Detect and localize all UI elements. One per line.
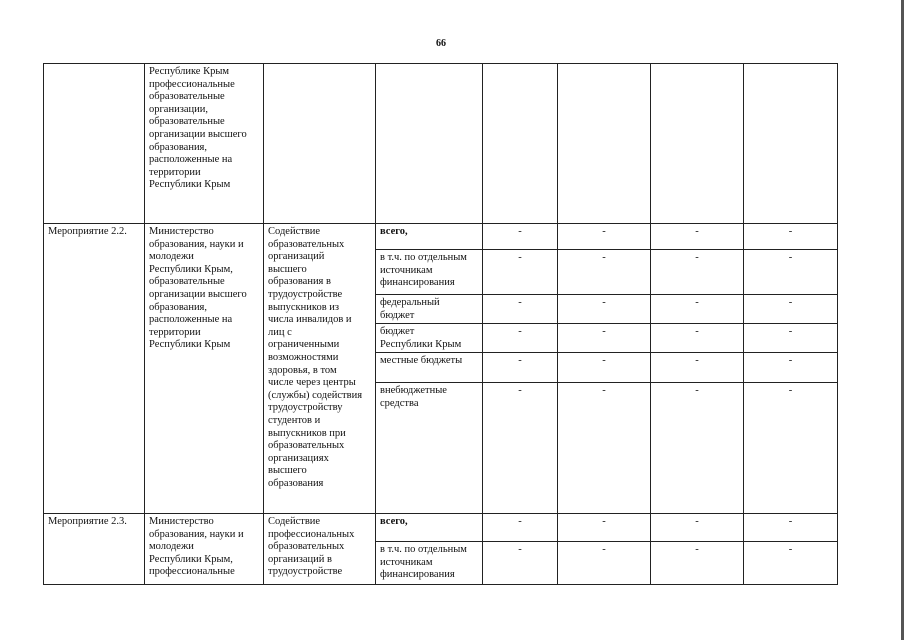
executor-cell-line: Республике Крым [149,66,230,77]
value-col-1-text: - [518,385,522,396]
funding-source-cell [376,383,483,514]
description-cell-line: ограниченными [268,339,340,351]
value-col-1-text: - [518,226,522,237]
executor-cell-line: территории [149,326,201,338]
value-col-4-text: - [788,326,793,337]
value-col-4-text: - [788,544,793,555]
value-col-2-text: - [602,226,606,237]
executor-cell-line: образовательные [149,116,225,128]
value-col-3-text: - [695,326,699,337]
value-col-1 [483,64,558,224]
table-body [44,64,838,585]
description-cell-line: организаций [268,251,325,263]
executor-cell-line: молодежи [149,541,194,553]
executor-cell-line: молодежи [149,251,194,263]
description-cell-line: возможностями [268,351,339,363]
value-col-2-text: - [602,516,606,527]
value-col-3 [651,295,744,324]
value-col-1 [483,250,558,295]
description-cell-line: выпускников из [268,301,340,313]
value-col-1 [483,353,558,383]
executor-cell-line: образования, [149,301,208,313]
value-col-2 [558,224,651,250]
executor-cell-line: образования, науки и [149,528,244,540]
value-col-3 [651,64,744,224]
page-number: 66 [436,38,446,49]
value-col-2 [558,353,651,383]
executor-cell-line: организации высшего [149,128,247,140]
value-col-2 [558,514,651,542]
description-cell-line: трудоустройстве [268,288,343,300]
value-col-2 [558,383,651,514]
funding-source-cell-line: всего, [380,516,408,527]
executor-cell-line: расположенные на [149,154,233,166]
value-col-2-text: - [602,385,606,396]
value-col-3 [651,514,744,542]
funding-source-cell-line: источникам [380,264,433,276]
description-cell [264,514,376,585]
description-cell-line: студентов и [268,414,321,426]
value-col-1-text: - [518,252,522,263]
executor-cell [145,514,264,585]
value-col-3 [651,353,744,383]
executor-cell-line: организации, [149,103,208,115]
value-col-4-text: - [788,385,793,396]
description-cell-line: высшего [268,465,307,477]
value-col-4 [744,353,838,383]
executor-cell-line: расположенные на [149,314,233,326]
value-col-4-text: - [788,355,793,366]
description-cell-line: образования [268,477,324,489]
value-col-4 [744,295,838,324]
executor-cell [145,64,264,224]
executor-cell-line: Республики Крым [149,179,231,191]
value-col-1 [483,295,558,324]
description-cell-line: (службы) содействия [268,389,363,401]
executor-cell-line: профессиональные [149,566,235,578]
executor-cell-line: территории [149,166,201,178]
value-col-1-text: - [518,326,522,337]
funding-source-cell [376,224,483,250]
executor-cell-line: Республики Крым, [149,263,233,275]
measure-name-cell [44,64,145,224]
description-cell-line: выпускников при [268,427,346,439]
funding-source-cell-line: в т.ч. по отдельным [380,252,467,263]
value-col-2 [558,324,651,353]
funding-row [44,514,838,542]
funding-source-cell-line: бюджет [380,326,415,337]
value-col-4 [744,224,838,250]
value-col-4 [744,64,838,224]
executor-cell-line: профессиональные [149,78,235,90]
value-col-2-text: - [602,326,606,337]
description-cell-line: трудоустройству [268,402,343,414]
value-col-2-text: - [602,297,606,308]
description-cell-line: лиц с [268,326,292,338]
description-cell-line: образовательных [268,238,345,250]
value-col-3 [651,383,744,514]
value-col-1 [483,383,558,514]
value-col-4-text: - [788,516,793,527]
funding-source-cell [376,542,483,585]
description-cell-line: числа инвалидов и [268,314,352,326]
measure-name-cell [44,514,145,585]
funding-source-cell [376,324,483,353]
value-col-3 [651,224,744,250]
value-col-4 [744,383,838,514]
value-col-3-text: - [695,385,699,396]
description-cell [264,64,376,224]
executor-cell-line: Министерство [149,226,214,237]
executor-cell-line: образовательные [149,91,225,103]
value-col-4 [744,250,838,295]
funding-source-cell [376,514,483,542]
executor-cell-line: Министерство [149,516,214,527]
value-col-1-text: - [518,544,522,555]
executor-cell-line: образования, науки и [149,238,244,250]
description-cell-line: трудоустройстве [268,566,343,578]
value-col-3-text: - [695,297,699,308]
value-col-2-text: - [602,544,606,555]
value-col-4-text: - [788,226,793,237]
value-col-1 [483,514,558,542]
funding-source-cell-line: бюджет [380,309,415,321]
funding-source-cell-line: местные бюджеты [380,355,463,366]
value-col-2 [558,64,651,224]
value-col-3-text: - [695,544,699,555]
value-col-3 [651,250,744,295]
description-cell-line: Содействие [268,516,321,527]
funding-source-cell-line: федеральный [380,297,440,308]
value-col-3-text: - [695,226,699,237]
description-cell-line: образования в [268,276,331,288]
description-cell-line: организациях [268,452,329,464]
funding-source-cell-line: всего, [380,226,408,237]
funding-source-cell-line: в т.ч. по отдельным [380,544,467,555]
description-cell-line: числе через центры [268,377,356,389]
description-cell-line: Содействие [268,226,321,237]
value-col-2 [558,250,651,295]
continuation-row [44,64,838,224]
value-col-3-text: - [695,252,699,263]
executor-cell [145,224,264,514]
funding-source-cell-line: источникам [380,556,433,568]
value-col-2-text: - [602,355,606,366]
funding-row [44,224,838,250]
funding-source-cell-line: финансирования [380,569,455,581]
value-col-1 [483,542,558,585]
description-cell-line: образовательных [268,440,345,452]
budget-table [43,63,838,585]
funding-source-cell [376,295,483,324]
value-col-1-text: - [518,297,522,308]
description-cell-line: здоровья, в том [268,364,337,376]
value-col-2 [558,295,651,324]
value-col-3-text: - [695,516,699,527]
value-col-3 [651,542,744,585]
value-col-4 [744,324,838,353]
value-col-4 [744,542,838,585]
value-col-3-text: - [695,355,699,366]
value-col-4-text: - [788,252,793,263]
executor-cell-line: организации высшего [149,288,247,300]
value-col-3 [651,324,744,353]
funding-source-cell [376,250,483,295]
executor-cell-line: Республики Крым, [149,553,233,565]
description-cell-line: высшего [268,263,307,275]
executor-cell-line: образовательные [149,276,225,288]
value-col-1-text: - [518,516,522,527]
value-col-4-text: - [788,297,793,308]
measure-name-cell [44,224,145,514]
value-col-4 [744,514,838,542]
description-cell-line: профессиональных [268,528,355,540]
funding-source-cell-line: финансирования [380,277,455,289]
funding-source-cell-line: средства [380,397,419,409]
funding-source-cell-line: внебюджетные [380,385,447,396]
value-col-1-text: - [518,355,522,366]
executor-cell-line: образования, [149,141,208,153]
funding-source-cell-line: Республики Крым [380,338,462,350]
value-col-1 [483,224,558,250]
value-col-2 [558,542,651,585]
funding-source-cell [376,353,483,383]
executor-cell-line: Республики Крым [149,339,231,351]
measure-name-cell-text: Мероприятие 2.3. [48,516,127,527]
description-cell-line: организаций в [268,553,332,565]
funding-source-cell [376,64,483,224]
value-col-1 [483,324,558,353]
description-cell [264,224,376,514]
measure-name-cell-text: Мероприятие 2.2. [48,226,127,237]
value-col-2-text: - [602,252,606,263]
description-cell-line: образовательных [268,541,345,553]
